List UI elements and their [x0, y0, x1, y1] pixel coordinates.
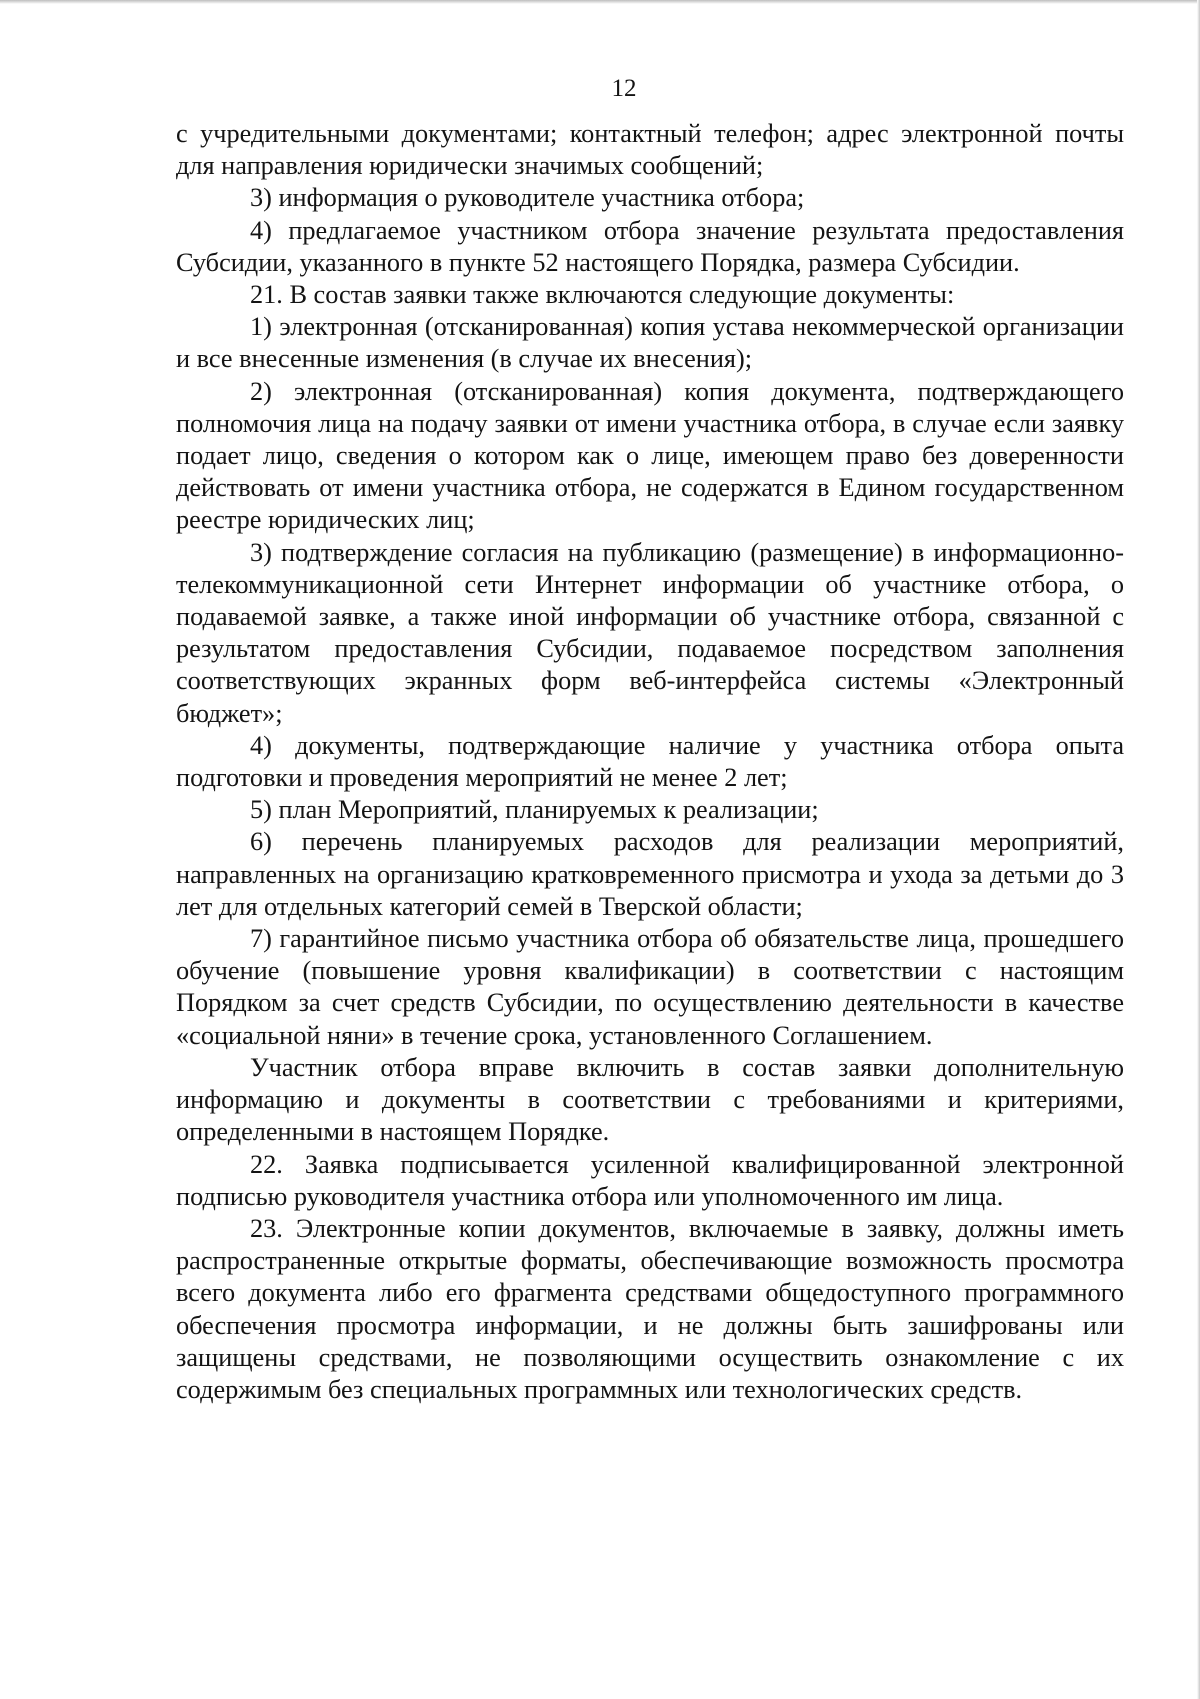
paragraph: 21. В состав заявки также включаются следующие документы:	[250, 280, 955, 310]
paragraph: 1) электронная (отсканированная) копия устава некоммерческой организации и все внесенные изменения (в случае их внесения);	[176, 312, 1124, 374]
paragraph: 4) документы, подтверждающие наличие у участника отбора опыта подготовки и проведения мероприятий не менее 2 лет;	[176, 730, 1124, 793]
body-text	[176, 118, 1124, 1406]
paragraph: 4) предлагаемое участником отбора значение результата предоставления Субсидии, указанного в пункте 52 настоящего Порядка, размера Субсидии.	[176, 215, 1124, 277]
paragraph: 2) электронная (отсканированная) копия документа, подтверждающего полномочия лица на подачу заявки от имени участника отбора, в случае если заявку подает лицо, сведения о котором как о лице, имеющем право без доверенности действовать от имени участника отбора, не содержатся в Едином государственном реестре юридических лиц;	[176, 376, 1124, 535]
paragraph: с учредительными документами; контактный телефон; адрес электронной почты для направления юридически значимых сообщений;	[176, 119, 1124, 181]
page-number: 12	[611, 75, 637, 102]
paragraph: 23. Электронные копии документов, включаемые в заявку, должны иметь распространенные открытые форматы, обеспечивающие возможность просмотра всего документа либо его фрагмента средствами общедоступного программного обеспечения просмотра информации, и не должны быть зашифрованы или защищены средствами, не позволяющими осуществить ознакомление с их содержимым без специальных программных или технологических средств.	[176, 1213, 1124, 1404]
paragraph: 22. Заявка подписывается усиленной квалифицированной электронной подписью руководителя участника отбора или уполномоченного им лица.	[176, 1149, 1124, 1211]
paragraph: 7) гарантийное письмо участника отбора об обязательстве лица, прошедшего обучение (повышение уровня квалификации) в соответствии с настоящим Порядком за счет средств Субсидии, по осуществлению деятельности в качестве «социальной няни» в течение срока, установленного Соглашением.	[176, 924, 1124, 1050]
paragraph: 3) информация о руководителе участника отбора;	[250, 183, 805, 213]
paragraph: 6) перечень планируемых расходов для реализации мероприятий, направленных на организацию кратковременного присмотра и ухода за детьми до 3 лет для отдельных категорий семей в Тверской области;	[176, 827, 1124, 921]
paragraph: 5) план Мероприятий, планируемых к реализации;	[250, 795, 819, 825]
paragraph: 3) подтверждение согласия на публикацию (размещение) в информационно-телекоммуникационной сети Интернет информации об участнике отбора, о подаваемой заявке, а также иной информации об участнике отбора, связанной с результатом предоставления Субсидии, подаваемое посредством заполнения соответствующих экранных форм веб-интерфейса системы «Электронный бюджет»;	[176, 537, 1124, 728]
paragraph: Участник отбора вправе включить в состав заявки дополнительную информацию и документы в соответствии с требованиями и критериями, определенными в настоящем Порядке.	[176, 1052, 1124, 1147]
scan-edge-top	[0, 0, 1200, 4]
